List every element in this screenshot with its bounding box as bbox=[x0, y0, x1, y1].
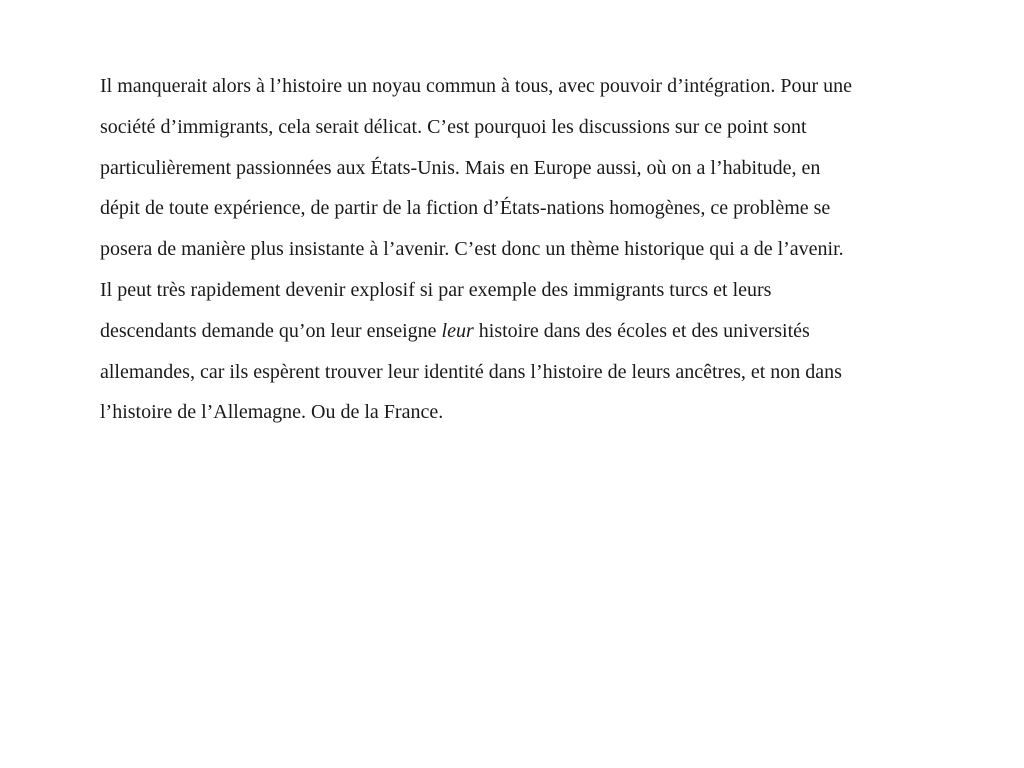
paragraph-line-2: société d’immigrants, cela serait délicat. C’est pourquoi les discussions sur ce point sont bbox=[100, 115, 807, 138]
paragraph-line-1: Il manquerait alors à l’histoire un noyau commun à tous, avec pouvoir d’intégration. Pour une bbox=[100, 75, 853, 97]
emphasized-word: leur bbox=[441, 319, 474, 342]
body-paragraph bbox=[100, 66, 980, 433]
paragraph-line-6: Il peut très rapidement devenir explosif si par exemple des immigrants turcs et leurs bbox=[100, 278, 772, 301]
paragraph-line-7 bbox=[100, 311, 980, 352]
paragraph-line-3: particulièrement passionnées aux États-Unis. Mais en Europe aussi, où on a l’habitude, en bbox=[100, 156, 821, 179]
paragraph-line-8: allemandes, car ils espèrent trouver leur identité dans l’histoire de leurs ancêtres, et non dans bbox=[100, 360, 842, 383]
line-7-text-after: histoire dans des écoles et des universités bbox=[473, 319, 810, 342]
paragraph-line-5: posera de manière plus insistante à l’avenir. C’est donc un thème historique qui a de l’avenir. bbox=[100, 238, 844, 261]
line-7-text-before: descendants demande qu’on leur enseigne bbox=[100, 319, 442, 342]
paragraph-line-4: dépit de toute expérience, de partir de la fiction d’États-nations homogènes, ce problème se bbox=[100, 197, 831, 220]
paragraph-line-9: l’histoire de l’Allemagne. Ou de la France. bbox=[100, 401, 444, 424]
